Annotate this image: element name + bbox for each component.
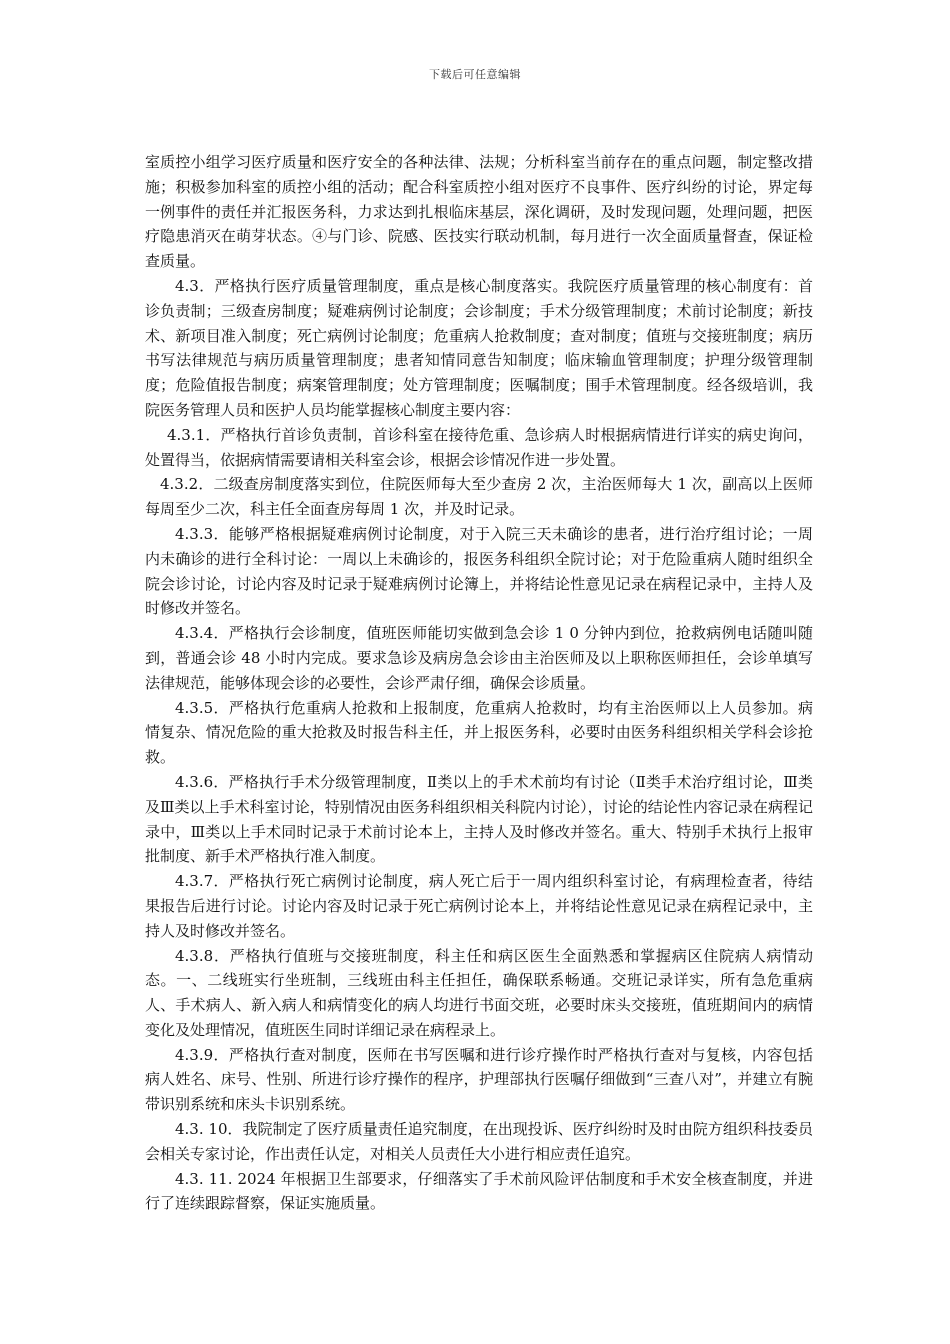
page-header: 下载后可任意编辑 [429,68,521,81]
paragraph-4-3-5: 4.3.5．严格执行危重病人抢救和上报制度，危重病人抢救时，均有主治医师以上人员参加。病情复杂、情况危险的重大抢救及时报告科主任，并上报医务科，必要时由医务科组织相关学科会诊抢救。 [145,698,813,767]
paragraph-4-3-7: 4.3.7．严格执行死亡病例讨论制度，病人死亡后于一周内组织科室讨论，有病理检查者，待结果报告后进行讨论。讨论内容及时记录于死亡病例讨论本上，并将结论性意见记录在病程记录中，主持人及时修改并签名。 [145,872,813,940]
paragraph-4-3-1: 4.3.1．严格执行首诊负责制，首诊科室在接待危重、急诊病人时根据病情进行详实的病史询问，处置得当，依据病情需要请相关科室会诊，根据会诊情况作进一步处置。 [145,425,813,469]
paragraph-quality-control-intro: 室质控小组学习医疗质量和医疗安全的各种法律、法规；分析科室当前存在的重点问题，制定整改措施；积极参加科室的质控小组的活动；配合科室质控小组对医疗不良事件、医疗纠纷的讨论，界定每一例事件的责任并汇报医务科，力求达到扎根临床基层，深化调研，及时发现问题，处理问题，把医疗隐患消灭在萌芽状态。④与门诊、院感、医技实行联动机制，每月进行一次全面质量督查，保证检查质量。 [145,153,813,271]
document-body [145,150,813,1216]
paragraph-4-3-2: 4.3.2．二级查房制度落实到位，住院医师每大至少查房 2 次，主治医师每大 1 次，副高以上医师每周至少二次，科主任全面查房每周 1 次，并及时记录。 [145,475,813,519]
paragraph-4-3: 4.3．严格执行医疗质量管理制度，重点是核心制度落实。我院医疗质量管理的核心制度有：首诊负责制；三级查房制度；疑难病例讨论制度；会诊制度；手术分级管理制度；术前讨论制度；新技术、新项目准入制度；死亡病例讨论制度；危重病人抢救制度；查对制度；值班与交接班制度；病历书写法律规范与病历质量管理制度；患者知情同意告知制度；临床输血管理制度；护理分级管理制度；危险值报告制度；病案管理制度；处方管理制度；医嘱制度；围手术管理制度。经各级培训，我院医务管理人员和医护人员均能掌握核心制度主要内容： [145,276,813,419]
paragraph-4-3-10: 4.3. 10．我院制定了医疗质量责任追究制度，在出现投诉、医疗纠纷时及时由院方组织科技委员会相关专家讨论，作出责任认定，对相关人员责任大小进行相应责任追究。 [145,1120,813,1163]
paragraph-4-3-11: 4.3. 11. 2024 年根据卫生部要求，仔细落实了手术前风险评估制度和手术安全核查制度，并进行了连续跟踪督察，保证实施质量。 [145,1169,813,1213]
paragraph-4-3-4: 4.3.4．严格执行会诊制度，值班医师能切实做到急会诊 1 0 分钟内到位，抢救病例电话随叫随到，普通会诊 48 小时内完成。要求急诊及病房急会诊由主治医师及以上职称医师担任，会诊单填写法律规范，能够体现会诊的必要性，会诊严肃仔细，确保会诊质量。 [145,624,813,692]
paragraph-4-3-6: 4.3.6．严格执行手术分级管理制度，Ⅱ类以上的手术术前均有讨论（Ⅱ类手术治疗组讨论，Ⅲ类及Ⅲ类以上手术科室讨论，特别情况由医务科组织相关科院内讨论），讨论的结论性内容记录在病程记录中，Ⅲ类以上手术同时记录于术前讨论本上，主持人及时修改并签名。重大、特别手术执行上报审批制度、新手术严格执行准入制度。 [145,772,813,866]
paragraph-4-3-3: 4.3.3．能够严格根据疑难病例讨论制度，对于入院三天未确诊的患者，进行治疗组讨论；一周内未确诊的进行全科讨论：一周以上未确诊的，报医务科组织全院讨论；对于危险重病人随时组织全院会诊讨论，讨论内容及时记录于疑难病例讨论簿上，并将结论性意见记录在病程记录中，主持人及时修改并签名。 [145,524,813,618]
paragraph-4-3-9: 4.3.9．严格执行查对制度，医师在书写医嘱和进行诊疗操作时严格执行查对与复核，内容包括病人姓名、床号、性别、所进行诊疗操作的程序，护理部执行医嘱仔细做到“三查八对”，并建立有腕带识别系统和床头卡识别系统。 [145,1045,813,1114]
paragraph-4-3-8: 4.3.8．严格执行值班与交接班制度，科主任和病区医生全面熟悉和掌握病区住院病人病情动态。一、二线班实行坐班制，三线班由科主任担任，确保联系畅通。交班记录详实，所有急危重病人、手术病人、新入病人和病情变化的病人均进行书面交班，必要时床头交接班，值班期间内的病情变化及处理情况，值班医生同时详细记录在病程录上。 [145,946,813,1039]
